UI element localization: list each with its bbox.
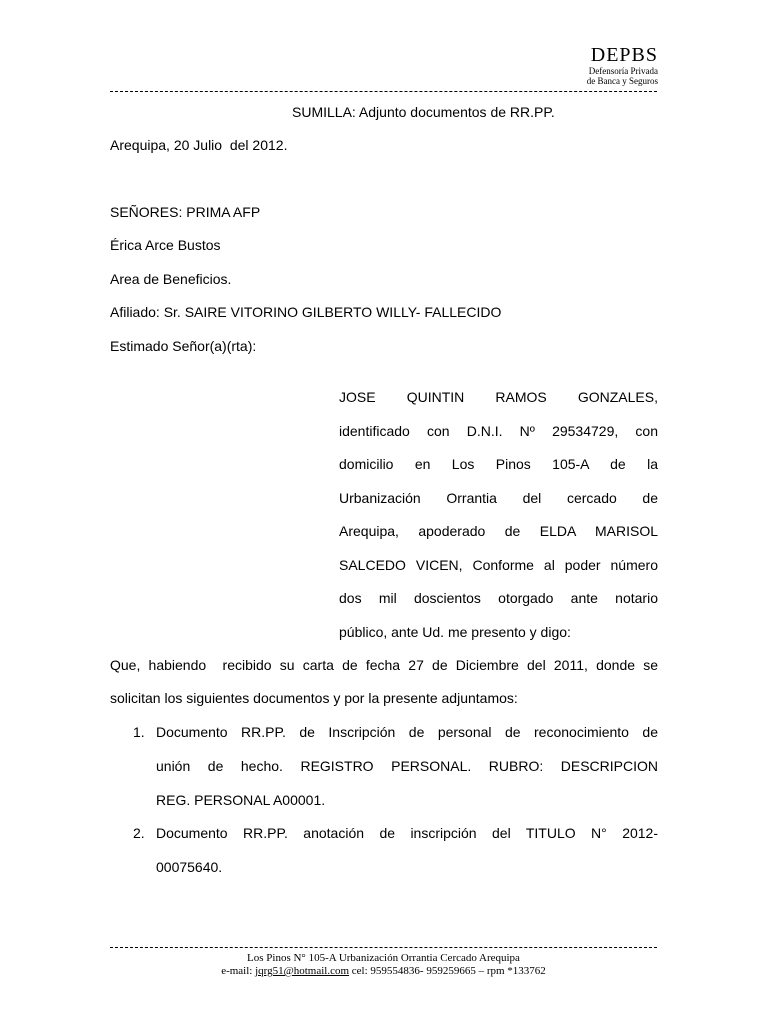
list-item-1-line-1: Documento RR.PP. de Inscripción de personal de reconocimiento de [156, 724, 658, 740]
body-line-1: Que, habiendo recibido su carta de fecha 27 de Diciembre del 2011, donde se [110, 657, 658, 673]
footer-contact-line [110, 965, 657, 978]
place-date: Arequipa, 20 Julio del 2012. [110, 137, 288, 153]
footer-email-label: e-mail: [221, 965, 253, 977]
logo-subtitle-line1: Defensoría Privada [588, 66, 658, 76]
intro-line-2: identificado con D.N.I. Nº 29534729, con [339, 423, 658, 439]
list-item-2-line-2: 00075640. [156, 859, 223, 875]
list-item-1-line-3: REG. PERSONAL A00001. [156, 792, 326, 808]
list-item-2-number: 2. [133, 825, 145, 841]
list-item-1-line-2: unión de hecho. REGISTRO PERSONAL. RUBRO: DESCRIPCION [156, 758, 658, 774]
header-divider [110, 91, 657, 92]
intro-line-3: domicilio en Los Pinos 105-A de la [339, 456, 658, 472]
logo-name: DEPBS [590, 44, 658, 66]
footer-address: Los Pinos N° 105-A Urbanización Orrantia Cercado Arequipa [247, 952, 520, 964]
company-logo [587, 44, 658, 86]
list-item-2-line-1: Documento RR.PP. anotación de inscripción del TITULO N° 2012- [156, 825, 658, 841]
intro-line-5: Arequipa, apoderado de ELDA MARISOL [339, 523, 658, 539]
intro-line-6: SALCEDO VICEN, Conforme al poder número [339, 557, 658, 573]
footer-email-link[interactable]: jqrg51@hotmail.com [255, 965, 350, 977]
recipient-line-4: Afiliado: Sr. SAIRE VITORINO GILBERTO WILLY- FALLECIDO [110, 304, 502, 320]
intro-line-7: dos mil doscientos otorgado ante notario [339, 590, 658, 606]
intro-line-8: público, ante Ud. me presento y digo: [339, 624, 571, 640]
list-item-1-number: 1. [133, 724, 145, 740]
intro-line-1: JOSE QUINTIN RAMOS GONZALES, [339, 389, 658, 405]
recipient-line-2: Érica Arce Bustos [110, 237, 221, 253]
recipient-line-1: SEÑORES: PRIMA AFP [110, 204, 261, 220]
footer-phone: cel: 959554836- 959259665 – rpm *133762 [351, 965, 546, 977]
recipient-line-3: Area de Beneficios. [110, 271, 232, 287]
logo-subtitle-line2: de Banca y Seguros [586, 76, 658, 86]
footer [110, 952, 657, 978]
intro-line-4: Urbanización Orrantia del cercado de [339, 490, 658, 506]
salutation: Estimado Señor(a)(rta): [110, 338, 257, 354]
footer-divider [110, 947, 657, 948]
sumilla: SUMILLA: Adjunto documentos de RR.PP. [292, 104, 555, 120]
body-line-2: solicitan los siguientes documentos y por la presente adjuntamos: [110, 690, 518, 706]
